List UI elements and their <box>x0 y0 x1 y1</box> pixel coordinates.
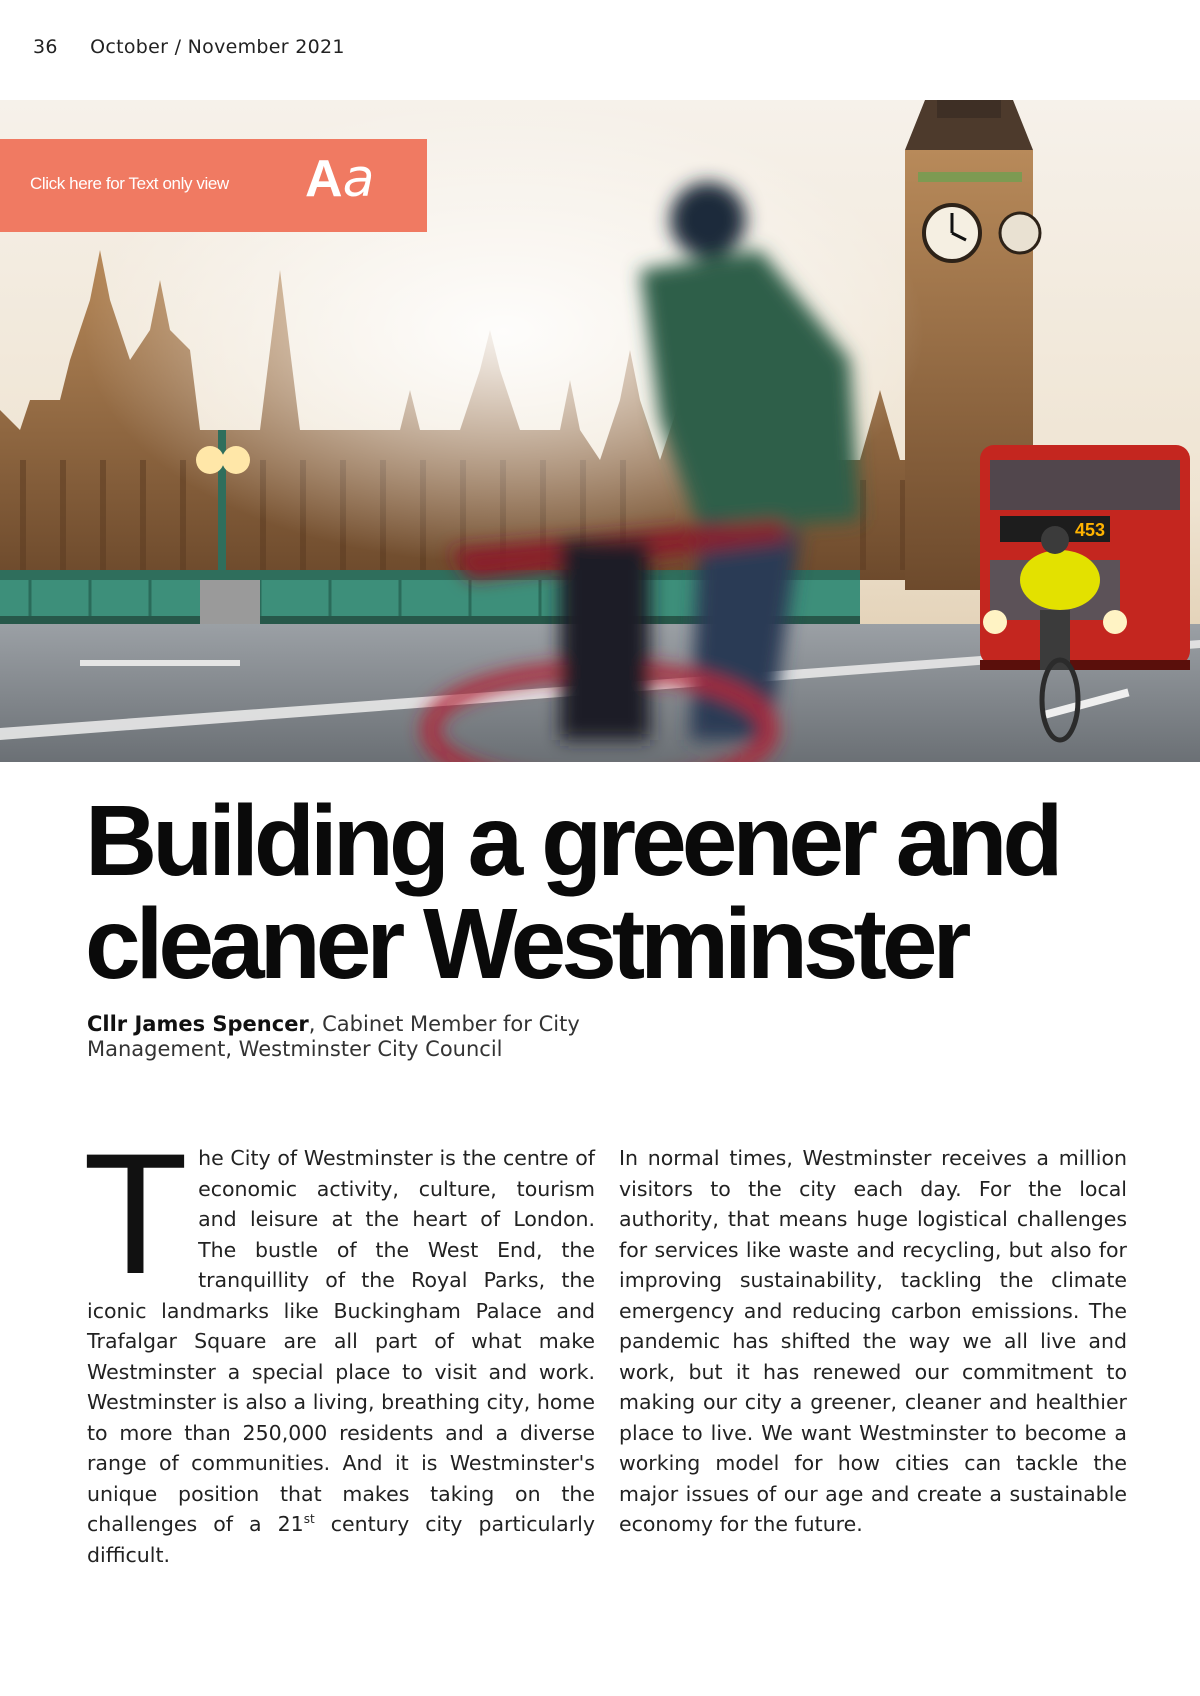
article-column-2 <box>619 1143 1127 1540</box>
paragraph-1: he City of Westminster is the centre of economic activity, culture, tourism and leisure at the heart of London. The bustle of the West End, the tranquillity of the Royal Parks, the iconic landmarks like Buckingham Palace and Trafalgar Square are all part of what make Westminster a special place to visit and work. Westminster is also a living, breathing city, home to more than 250,000 residents and a diverse range of communities. And it is Westminster's unique position that makes taking on the challenges of a 21st century city particularly difficult. <box>87 1146 595 1567</box>
page-header <box>33 36 345 58</box>
byline <box>87 1012 607 1062</box>
drop-cap: T <box>83 1118 189 1310</box>
text-only-view-button[interactable] <box>0 139 427 232</box>
article-title <box>85 785 1175 1000</box>
issue-date: October / November 2021 <box>90 36 345 58</box>
title-line-2: cleaner Westminster <box>85 888 967 1000</box>
paragraph-2: In normal times, Westminster receives a million visitors to the city each day. For the local authority, that means huge logistical challenges for services like waste and recycling, but also for improving sustainability, tackling the climate emergency and reducing carbon emissions. The pandemic has shifted the way we all live and work, but it has renewed our commitment to making our city a greener, cleaner and healthier place to live. We want Westminster to become a working model for how cities can tackle the major issues of our age and create a sustainable economy for the future. <box>619 1146 1127 1536</box>
ordinal-suffix: st <box>303 1512 315 1527</box>
author-role: , Cabinet Member for City Management, Westminster City Council <box>87 1012 580 1061</box>
author-name: Cllr James Spencer <box>87 1012 309 1036</box>
title-line-1: Building a greener and <box>85 785 1059 897</box>
bus-number: 453 <box>1075 520 1106 540</box>
text-only-view-label: Click here for Text only view <box>30 174 229 193</box>
article-column-1 <box>83 1118 595 1570</box>
page-number: 36 <box>33 36 58 58</box>
text-size-icon: Aa <box>305 149 375 209</box>
